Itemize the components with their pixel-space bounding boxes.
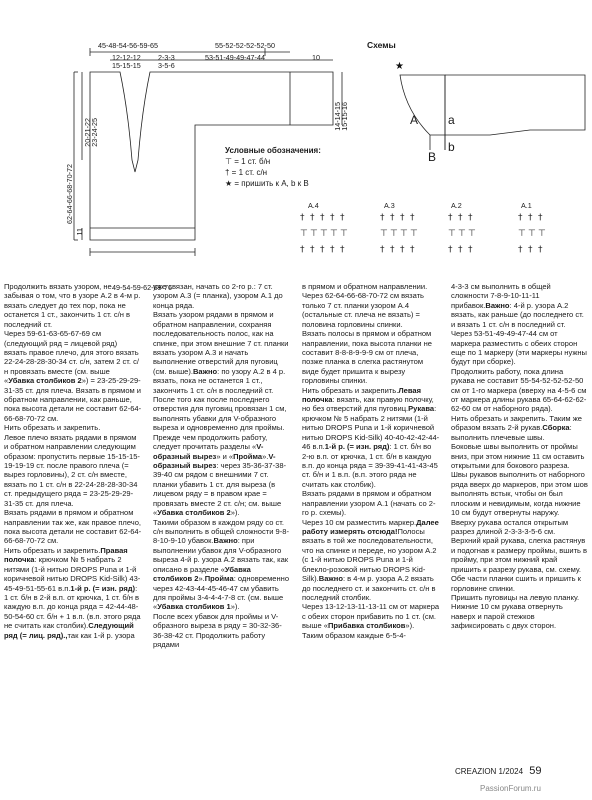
text-segment: После того как после последнего отверстия для пуговиц провязан 1 см, выполнять убавки для V-образного выреза и одновременно для проймы. [153,395,287,433]
stitch-symbol: † [310,213,315,223]
sleeve-diagram [390,55,590,170]
text-segment: После всех убавок для проймы и V-образного выреза в ряду = 30-32-36-36-38-42 ст. Продолжить работу рядами [153,611,282,650]
sleeve-label-A: A [410,113,419,127]
text-segment: Вязать рядами в прямом и обратном направлении узором А.1 (начать со 2-го р. схемы). [302,489,436,518]
star-icon: ★ [225,179,235,188]
text-segment: Левая полочка [302,385,421,405]
text-segment: Швы рукавов выполнить от наборного ряда вверх до маркеров, при этом шов выполнять встык, чтобы он был плоским и невидимым, когда нижние 10 см будут отвернуты наружу. [451,470,588,518]
text-segment: 1-й р. (= изн. ряд) [324,442,390,452]
stitch-symbol: ⊤ [410,229,418,239]
text-segment: Пройма [233,451,263,461]
legend-item-sc: ⊤ = 1 ст. б/н [225,157,271,166]
stitch-symbol: † [400,245,405,255]
stitch-symbol: † [468,213,473,223]
stitch-symbol: † [330,245,335,255]
stitch-symbol: † [448,213,453,223]
stitch-symbol: † [538,245,543,255]
stitch-symbol: † [320,213,325,223]
scheme-A2-label: A.2 [451,201,462,210]
text-segment: : вязать, как правую полочку, но без отверстий для пуговиц. [302,395,434,414]
stitch-symbol: † [320,245,325,255]
sc-symbol-icon: ⊤ [225,157,235,166]
stitch-symbol: ⊤ [380,229,388,239]
side-depth-label: 20-21-22 23-24-25 [83,118,100,147]
cuff-label: 10 [312,53,320,62]
scheme-A1-label: A.1 [521,201,532,210]
legend-item-sew: ★ = пришить к А, b к В [225,179,309,188]
text-segment: Нить обрезать и закрепить. [4,545,101,555]
magazine-name: CREAZION 1/2024 [455,767,524,776]
stitch-symbol: † [300,213,305,223]
text-segment: V-образный вырез [153,442,264,461]
text-segment: Нить обрезать и закрепить. Таким же образом вязать 2-й рукав. [451,413,582,433]
text-segment: : по узору А.2 в 4 р. вязать, пока не останется 1 ст., закончить 1 ст. с/н в последний ст. [153,366,286,395]
text-segment: : одновременно через 42-43-44-45-46-47 см убавить для проймы 3-4-4-4-7-8 ст. (см. выше « [153,574,290,612]
page-number: 59 [529,765,542,777]
stitch-symbol: ⊤ [300,229,308,239]
stitch-symbol: † [528,213,533,223]
sleeve-length-label: 55-52-52-52-52-50 [215,41,275,50]
text-segment: 1-й р. (= изн. ряд) [70,583,136,593]
sleeve-top-label: 53-51-49-49-47-44 [205,53,265,62]
stitch-symbol: ⊤ [518,229,526,239]
stitch-symbol: ⊤ [468,229,476,239]
stitch-symbol: † [340,213,345,223]
text-segment: : 1 ст. б/н в 2-й в.п. от крючка, 1 ст. б/н в каждую в.п. до конца ряда = 42-44-48-50-54-60 ст. б/н + 1 в.п. (в.п. этого ряда не считать как столбик). [4,583,141,631]
bottom-width-label: 49-54-59-62-69-76 [112,283,172,292]
stitch-symbol: † [410,213,415,223]
text-segment: : 4-й р. узора А.2 вязать, как раньше (до последнего ст. и вязать 1 ст. с/н в последний ст. [451,300,584,329]
stitch-symbol: † [468,245,473,255]
stitch-symbol: ⊤ [458,229,466,239]
text-segment: : через 35-36-37-38-39-40 см рядом с внешними 7 ст. планки убавить 1 ст. для выреза (в лицевом ряду = в правом крае = провязать вместе 2 ст. с/н; см. выше « [153,461,287,518]
text-segment: Убавка столбиков 1 [157,602,231,612]
stitch-symbol: † [448,245,453,255]
legend-item-dc: † = 1 ст. с/н [225,168,268,177]
sleeve-star-icon: ★ [395,61,404,72]
text-segment: Обе части планки сшить и пришить к горловине спинки. [451,574,581,593]
text-segment: Прибавка столбиков [327,621,406,631]
text-segment: : в 4-м р. узора А.2 вязать до последнего ст. и закончить ст. с/н в последний столбик. [302,574,436,602]
text-segment: Вязать рядами в прямом и обратном направлении так же, как правое плечо, пока высота детали не составит 62-64-66-68-70-72 см. [4,508,142,546]
text-column-2 [153,282,291,649]
text-column-1 [4,282,142,640]
text-segment: » и « [216,451,234,461]
text-segment: ». [198,574,205,584]
footer [455,765,542,777]
text-segment: Рукава [408,404,435,414]
text-segment: : 1 ст. б/н во 2-ю в.п. от крючка, 1 ст. б/н в каждую в.п. до конца ряда = 39-39-41-41-43-45 ст. б/н и 1 в.п. (в.п. этого ряда не считать как столбик). [302,442,438,489]
stitch-symbol: ⊤ [538,229,546,239]
text-segment: Вязать узором рядами в прямом и обратном направлении, сохраняя последовательность полос, как на спинке, при этом внешние 7 ст. планки вязать узором А.3 и начать выполнение отверстий для пуговиц (см. выше). [153,310,289,376]
stitch-symbol: ⊤ [310,229,318,239]
text-segment: Через 59-61-63-65-67-69 см (следующий ряд = лицевой ряд) вязать правое плечо, для этого вязать 22-24-28-28-30-34 ст. с/н, затем 2 ст. с/н провязать вместе (см. выше « [4,329,139,386]
text-segment: Нить обрезать и закрепить. [302,385,399,395]
sleeve-label-B: B [428,150,437,164]
stitch-symbol: † [340,245,345,255]
stitch-symbol: † [390,213,395,223]
stitch-charts [300,210,590,270]
sleeve-label-b: b [448,140,455,154]
scheme-A3-label: A.3 [384,201,395,210]
text-segment: Прежде чем продолжить работу, следует прочитать разделы « [153,432,268,452]
text-segment: Продолжить работу, пока длина рукава не составит 55-54-52-52-52-50 см от 1-го маркера (вверху на 4-5-6 см от маркера длины рукава 65-64-62-62-62-60 см от наборного ряда). [451,366,587,414]
stitch-symbol: † [400,213,405,223]
text-segment: »). [230,508,240,518]
stitch-symbol: ⊤ [528,229,536,239]
text-segment: Верхний край рукава, слегка растянув и подогнав к размеру проймы, вшить в пройму, при этом нижний край пришить к разрезу рукава, см. схему. [451,536,588,574]
text-segment: Сборка [542,423,570,433]
text-segment: Через 53-51-49-49-47-44 см от маркера разместить с обеих сторон еще по 1 маркеру (эти маркеры нужны будут при сборке). [451,329,587,367]
stitch-symbol: † [458,245,463,255]
text-segment: Пройма [204,574,234,584]
scheme-A4-label: A.4 [308,201,319,210]
stitch-symbol: † [310,245,315,255]
text-segment: 4-3-3 см выполнить в общей сложности 7-8-9-10-11-11 прибавок. [451,282,551,310]
stitch-symbol: † [538,213,543,223]
sleeve-label-a: a [448,113,455,127]
text-column-3 [302,282,440,640]
text-segment: : крючком № 5 набрать 2 нитями (1-й нитью DROPS Puna и 1-й коричневой нитью DROPS Kid-Silk) 43-45-49-51-55-61 в.п. [4,555,141,593]
text-segment: Далее работу измерять отсюда! [302,517,439,536]
stitch-symbol: † [300,245,305,255]
stitch-symbol: † [528,245,533,255]
text-column-4 [451,282,588,631]
dc-symbol-icon: † [225,168,232,177]
text-segment: : крючком № 5 набрать 2 нитями (1-й нитью DROPS Puna и 1-й коричневой нитью DROPS Kid-Silk) 40-40-42-42-44-46 в.п. [302,404,440,452]
text-segment: Вязать полосы в прямом и обратном направлении, пока высота планки не составит 8-8-8-9-9-9 см от плеча, позже планка в слегка растянутом виде будет пришита к вырезу горловины спинки. [302,329,432,386]
stitch-symbol: ⊤ [390,229,398,239]
text-segment: : выполнить плечевые швы. [451,423,572,442]
text-segment: Важно [213,536,238,546]
watermark: PassionForum.ru [480,784,541,793]
stitch-symbol: † [518,245,523,255]
text-segment: Важно [192,366,218,376]
text-segment: Важно [485,300,510,310]
stitch-symbol: ⊤ [448,229,456,239]
neck-width-label: 12-12-12 15-15-15 [112,53,141,70]
text-segment: V-образный вырез [153,451,276,471]
text-segment: Пришить пуговицы на левую планку. [451,592,580,602]
text-segment: уже связан, начать со 2-го р.: 7 ст. узором А.3 (= планка), узором А.1 до конца ряда. [153,282,283,310]
stitch-symbol: ⊤ [320,229,328,239]
legend [225,145,375,189]
text-segment: Продолжить вязать узором, не забывая о том, что в узоре А.2 в 4-м р. вязать следует до тех пор, пока не останется 1 ст., закончить 1 ст. с/н в последний ст. [4,282,141,329]
text-segment: Убавка столбиков 2 [8,376,82,386]
text-segment: Нижние 10 см рукава отвернуть наверх и парой стежков зафиксировать с двух сторон. [451,602,563,631]
stitch-symbol: † [458,213,463,223]
text-segment: Через 10 см разместить маркер. [302,517,417,527]
text-segment: Таким образом каждые 6-5-4- [302,630,406,640]
stitch-symbol: † [380,213,385,223]
text-segment: Важно [318,574,343,584]
text-segment: ») = 23-25-29-29-31-35 ст. для плеча. Вязать в прямом и обратном направлении, как раньше, пока высота детали не составит 62-64-66-68-70-72 см. [4,376,142,423]
text-segment: Вверху рукава остался открытым разрез длиной 2-3-3-3-5-6 см. [451,517,569,536]
text-segment: в прямом и обратном направлении. [302,282,428,291]
text-segment: Убавка столбиков 2 [157,508,231,518]
text-segment: »). [230,602,240,612]
top-width-label: 45-48-54-56-59-65 [98,41,158,50]
schemes-title: Схемы [367,40,396,50]
text-segment: Боковые швы выполнить от проймы вниз, при этом нижние 11 см оставить открытыми для бокового разреза. [451,442,585,471]
text-segment: Через 62-64-66-68-70-72 см вязать только 7 ст. планки узором А.4 (остальные ст. плеча не вязать) = половина горловины спинки. [302,291,424,329]
text-segment: Правая полочка [4,545,128,565]
text-segment: : при выполнении убавок для V-образного выреза 4-й р. узора А.2 вязать так, как описано в разделе « [153,536,289,574]
text-segment: ». [262,451,269,461]
stitch-symbol: † [410,245,415,255]
text-segment: Через 13-12-13-11-13-11 см от маркера с обеих сторон прибавить по 1 ст. (см. выше « [302,602,440,631]
text-segment: Нить обрезать и закрепить. [4,423,101,433]
text-segment: Убавка столбиков 2 [153,564,251,584]
text-segment: Левое плечо вязать рядами в прямом и обратном направлении следующим образом: пропустить первые 15-15-15-19-19-19 ст. после правого плеча (= вырез горловины), 2 ст. с/н вместе, вязать по 1 ст. с/н в 22-24-28-28-30-34 ст. предыдущего ряда = 23-25-29-29-31-35 ст. для плеча. [4,432,140,508]
total-length-label: 62-64-66-68-70-72 [65,164,74,224]
stitch-symbol: † [330,213,335,223]
stitch-symbol: † [390,245,395,255]
text-segment: Следующий ряд (= лиц. ряд)., [4,621,134,640]
text-segment: Полосы вязать в той же последовательности, что на спинке и переде, но узором А.2 (с 1-й нитью DROPS Puna и 1-й блекло-розовой нитью DROPS Kid-Silk). [302,526,437,584]
sleeve-depth-label: 14-14-15 15-15-16 [333,102,350,131]
text-segment: так как 1-й р. узора [67,630,135,640]
stitch-symbol: ⊤ [340,229,348,239]
shoulder-width-label: 2-3-3 3-5-6 [158,53,175,70]
text-segment: »). [405,621,415,631]
rib-height-label: 11 [75,228,84,236]
text-segment: Такими образом в каждом ряду со ст. с/н выполнить в общей сложности 9-8-8-10-9-10 убавок. [153,517,289,546]
stitch-symbol: ⊤ [330,229,338,239]
stitch-symbol: † [518,213,523,223]
stitch-symbol: † [380,245,385,255]
stitch-symbol: ⊤ [400,229,408,239]
legend-title: Условные обозначения: [225,146,321,155]
